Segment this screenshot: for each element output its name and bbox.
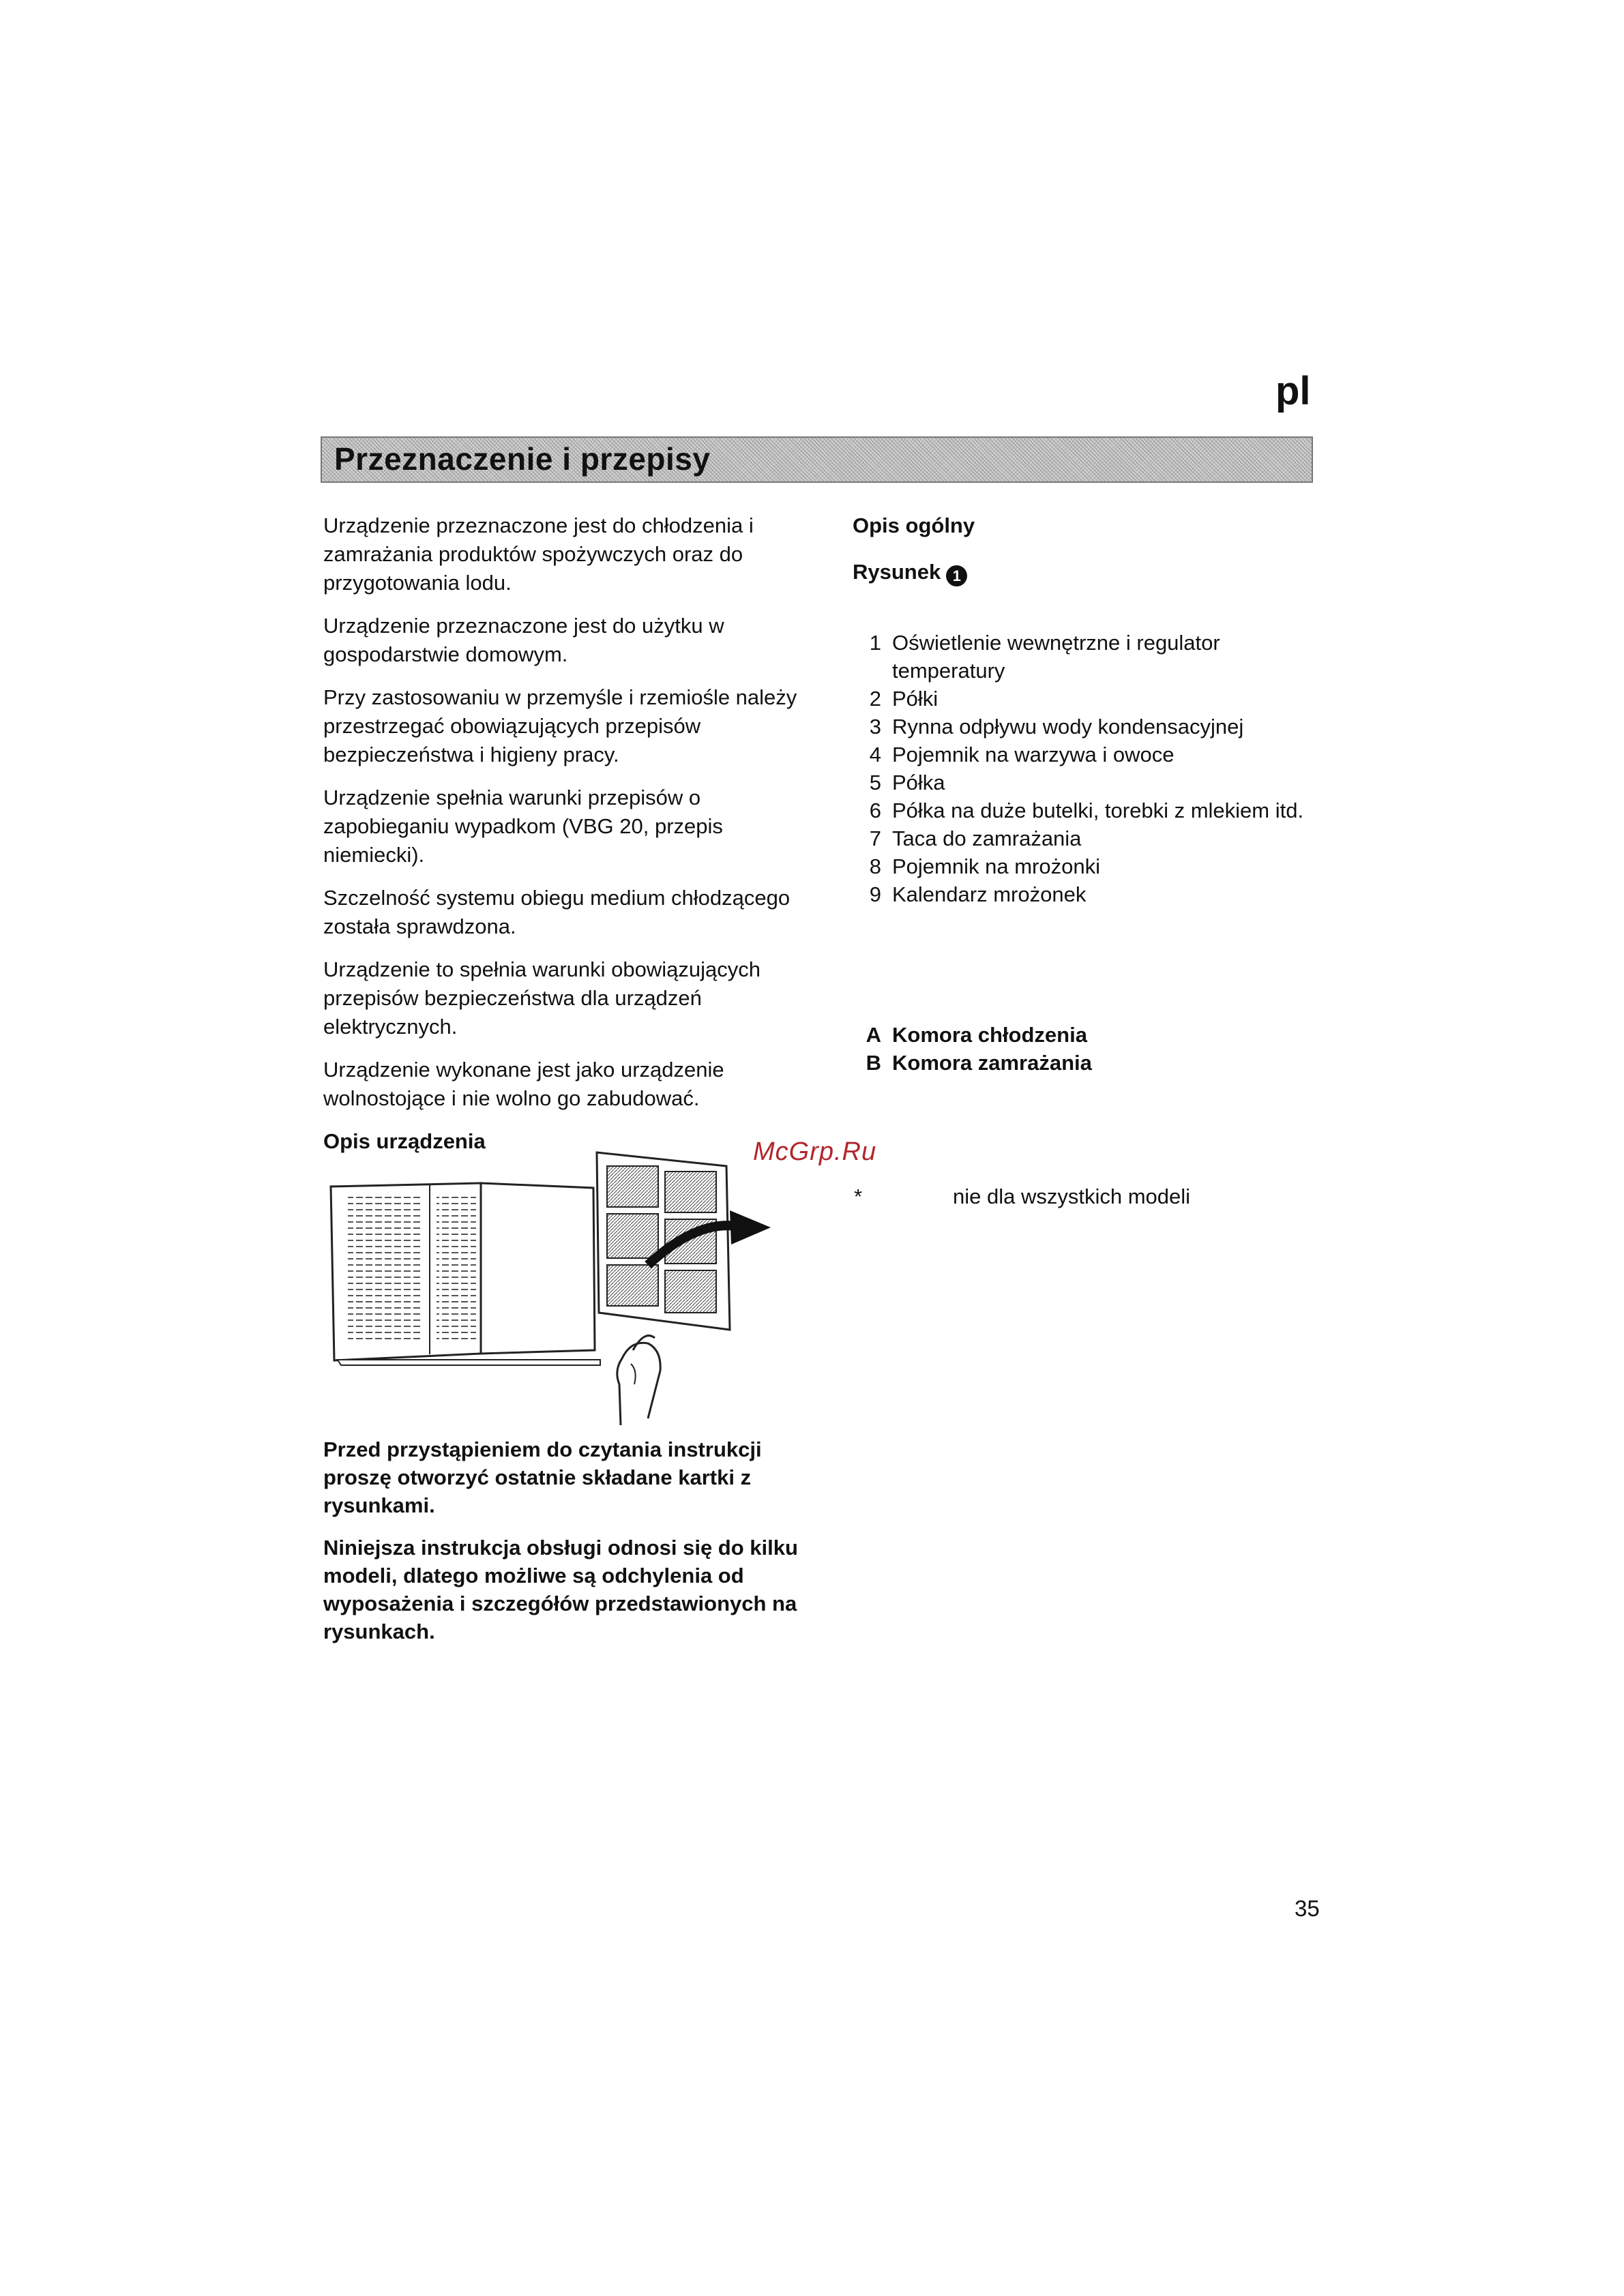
left-column xyxy=(323,511,801,1156)
list-item: 6 Półka na duże butelki, torebki z mlekiem itd. xyxy=(869,799,1304,822)
bold-note: Przed przystąpieniem do czytania instrukcji proszę otworzyć ostatnie składane kartki z rysunkami. xyxy=(323,1437,762,1517)
compartments-list xyxy=(853,1021,1330,1077)
paragraph: Urządzenie spełnia warunki przepisów o zapobieganiu wypadkom (VBG 20, przepis niemiecki). xyxy=(323,786,723,867)
list-item: 1 Oświetlenie wewnętrzne i regulator temperatury xyxy=(869,631,1220,683)
language-code: pl xyxy=(1275,369,1311,413)
list-item: 8 Pojemnik na mrożonki xyxy=(869,854,1100,878)
section-heading-opis-ogolny: Opis ogólny xyxy=(853,513,975,537)
paragraph: Przy zastosowaniu w przemyśle i rzemiośle należy przestrzegać obowiązujących przepisów bezpieczeństwa i higieny pracy. xyxy=(323,685,797,766)
paragraph: Urządzenie to spełnia warunki obowiązujących przepisów bezpieczeństwa dla urządzeń elektrycznych. xyxy=(323,957,761,1039)
figure-number-badge: 1 xyxy=(946,565,967,586)
list-item: 9 Kalendarz mrożonek xyxy=(869,882,1087,906)
page-number: 35 xyxy=(1295,1896,1320,1921)
page-title: Przeznaczenie i przepisy xyxy=(334,441,711,477)
watermark: McGrp.Ru xyxy=(753,1137,877,1166)
foldout-manual-illustration xyxy=(327,1146,784,1432)
paragraph: Szczelność systemu obiegu medium chłodzącego została sprawdzona. xyxy=(323,886,791,938)
paragraph: Urządzenie przeznaczone jest do użytku w gospodarstwie domowym. xyxy=(323,614,724,666)
right-column-header xyxy=(853,511,1330,586)
bold-note: Niniejsza instrukcja obsługi odnosi się do kilku modeli, dlatego możliwe są odchylenia od wyposażenia i szczegółów przedstawionych na rysunkach. xyxy=(323,1536,798,1643)
parts-list xyxy=(853,629,1330,908)
list-item: A Komora chłodzenia xyxy=(866,1023,1087,1047)
footnote xyxy=(854,1182,1190,1210)
bold-notes xyxy=(323,1435,801,1660)
list-item: 5 Półka xyxy=(869,771,945,794)
list-item: 3 Rynna odpływu wody kondensacyjnej xyxy=(869,715,1244,739)
list-item: 7 Taca do zamrażania xyxy=(869,826,1082,850)
footnote-mark: * xyxy=(854,1184,863,1208)
section-title-bar xyxy=(321,436,1313,483)
list-item: 4 Pojemnik na warzywa i owoce xyxy=(869,743,1175,766)
footnote-text: nie dla wszystkich modeli xyxy=(953,1184,1191,1208)
list-item: B Komora zamrażania xyxy=(866,1051,1092,1075)
section-heading-opis-urzadzenia: Opis urządzenia xyxy=(323,1129,486,1153)
list-item: 2 Półki xyxy=(869,687,939,711)
paragraph: Urządzenie przeznaczone jest do chłodzenia i zamrażania produktów spożywczych oraz do przygotowania lodu. xyxy=(323,513,754,595)
figure-label: Rysunek xyxy=(853,560,941,584)
figure-reference xyxy=(853,558,1330,586)
paragraph: Urządzenie wykonane jest jako urządzenie wolnostojące i nie wolno go zabudować. xyxy=(323,1058,724,1110)
